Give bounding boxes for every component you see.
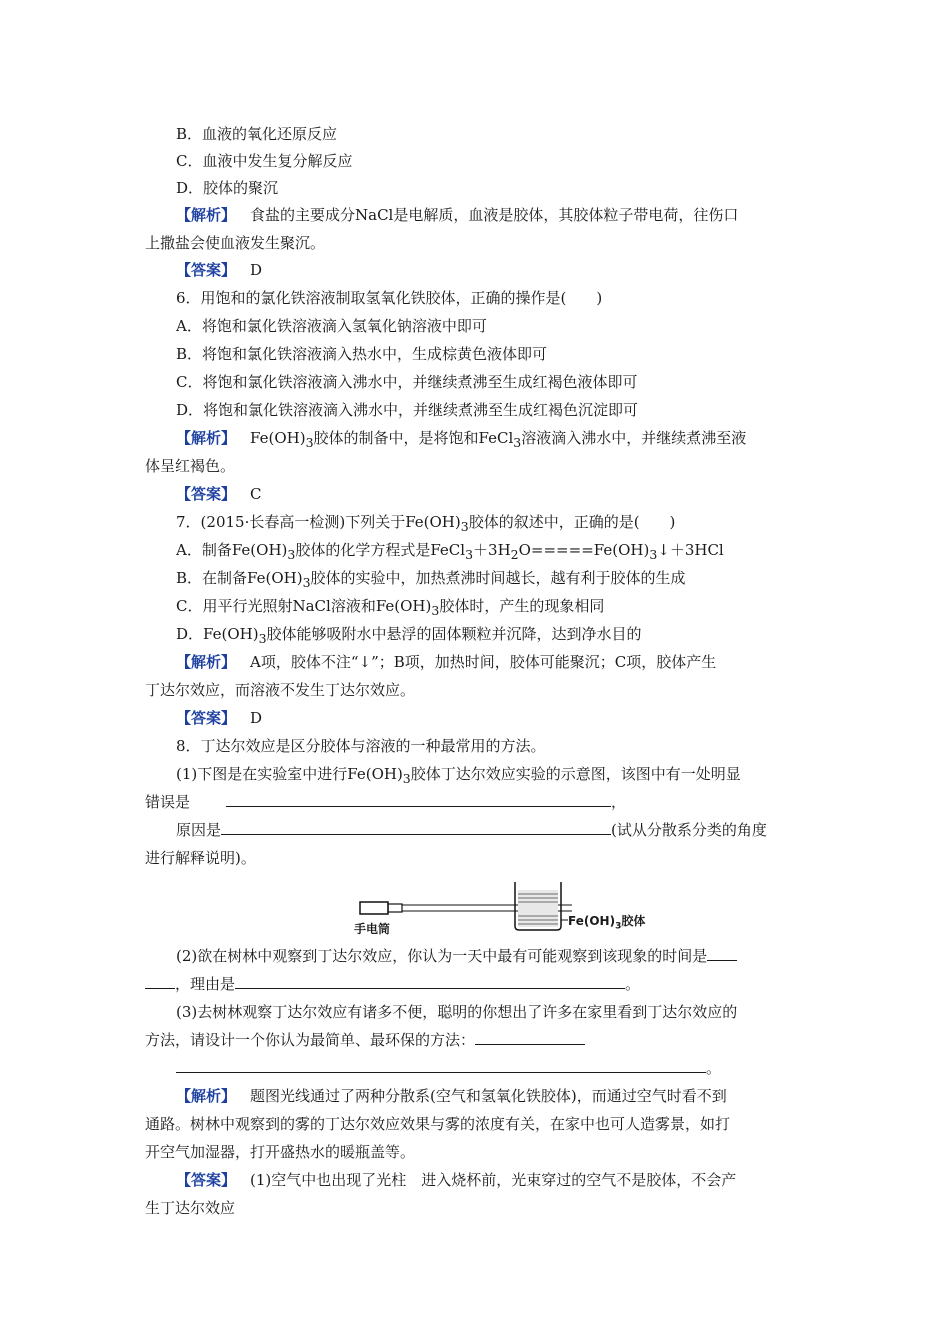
subscript: 3 <box>305 435 314 450</box>
q6-stem: 6．用饱和的氯化铁溶液制取氢氧化铁胶体，正确的操作是( ) <box>176 289 603 307</box>
part-text: 胶体丁达尔效应实验的示意图，该图中有一处明显 <box>410 765 741 783</box>
part-text: 。 <box>706 1059 722 1077</box>
q8-part1 <box>176 764 741 789</box>
q8-part2-cont <box>145 974 640 994</box>
q5-option-c: C．血液中发生复分解反应 <box>176 152 353 170</box>
tyndall-diagram <box>352 876 652 936</box>
part-text: 方法，请设计一个你认为最简单、最环保的方法： <box>145 1031 476 1049</box>
option-text: 胶体的化学方程式是FeCl <box>295 541 466 559</box>
part-text: (1)下图是在实验室中进行Fe(OH) <box>176 765 403 783</box>
q8-analysis <box>176 1086 727 1106</box>
subscript: 3 <box>402 771 411 786</box>
q8-analysis-cont: 通路。树林中观察到的雾的丁达尔效应效果与雾的浓度有关，在家中也可人造雾景，如打 <box>145 1115 731 1133</box>
q6-option-b: B．将饱和氯化铁溶液滴入热水中，生成棕黄色液体即可 <box>176 345 548 363</box>
analysis-tag: 【解析】 <box>176 206 237 224</box>
q8-reason-cont: 进行解释说明)。 <box>145 849 256 867</box>
subscript: 3 <box>649 547 658 562</box>
q8-part3-cont <box>145 1030 585 1050</box>
answer-value: C <box>250 485 262 503</box>
q7-stem <box>176 512 675 537</box>
answer-blank[interactable] <box>145 974 175 989</box>
q6-option-a: A．将饱和氯化铁溶液滴入氢氧化钠溶液中即可 <box>176 317 487 335</box>
answer-value: (1)空气中也出现了光柱 进入烧杯前，光束穿过的空气不是胶体，不会产 <box>250 1171 737 1189</box>
answer-tag: 【答案】 <box>176 485 237 503</box>
analysis-tag: 【解析】 <box>176 1087 237 1105</box>
answer-blank[interactable] <box>707 946 737 961</box>
q8-part2 <box>176 946 737 966</box>
answer-value: D <box>250 261 263 279</box>
subscript: 3 <box>513 435 522 450</box>
part-text: (试从分散系分类的角度 <box>611 821 767 839</box>
q8-answer <box>176 1170 736 1190</box>
answer-blank[interactable] <box>226 792 611 807</box>
option-text: ↓＋3HCl <box>657 541 724 559</box>
subscript: 3 <box>287 547 296 562</box>
subscript: 3 <box>302 575 311 590</box>
q7-option-c <box>176 596 604 621</box>
flashlight-neck <box>388 904 402 912</box>
subscript: 3 <box>465 547 474 562</box>
q8-reason <box>176 820 767 840</box>
q8-part3: (3)去树林观察丁达尔效应有诸多不便，聪明的你想出了许多在家里看到丁达尔效应的 <box>176 1003 738 1021</box>
colloid-label: $Fe(OH)_3$胶体 <box>568 914 646 932</box>
q6-analysis <box>176 428 746 453</box>
stem-text: 7．(2015·长春高一检测)下列关于Fe(OH) <box>176 513 461 531</box>
option-text: 胶体能够吸附水中悬浮的固体颗粒并沉降，达到净水目的 <box>266 625 642 643</box>
q8-part1-cont <box>145 792 626 812</box>
q7-answer <box>176 708 262 728</box>
subscript: 3 <box>460 519 469 534</box>
subscript: 3 <box>431 603 440 618</box>
answer-blank[interactable] <box>235 974 625 989</box>
answer-blank[interactable] <box>176 1058 706 1073</box>
analysis-text: 食盐的主要成分NaCl是电解质，血液是胶体，其胶体粒子带电荷，往伤口 <box>250 206 739 224</box>
analysis-text: 胶体的制备中，是将饱和FeCl <box>313 429 514 447</box>
q7-analysis <box>176 652 716 672</box>
q5-option-d: D．胶体的聚沉 <box>176 179 279 197</box>
part-text: ， <box>611 793 627 811</box>
part-text: ，理由是 <box>175 975 236 993</box>
option-text: ＋3H <box>473 541 511 559</box>
q5-answer <box>176 260 262 280</box>
q5-option-b: B．血液的氧化还原反应 <box>176 125 338 143</box>
analysis-text: A项，胶体不注“↓”；B项，加热时间，胶体可能聚沉；C项，胶体产生 <box>250 653 717 671</box>
q6-answer <box>176 484 262 504</box>
part-text: (2)欲在树林中观察到丁达尔效应，你认为一天中最有可能观察到该现象的时间是 <box>176 947 708 965</box>
answer-blank[interactable] <box>221 820 611 835</box>
answer-tag: 【答案】 <box>176 1171 237 1189</box>
q6-option-d: D．将饱和氯化铁溶液滴入沸水中，并继续煮沸至生成红褐色沉淀即可 <box>176 401 639 419</box>
flashlight-label: 手电筒 <box>354 922 391 936</box>
option-text: A．制备Fe(OH) <box>176 541 288 559</box>
q7-option-b <box>176 568 686 593</box>
analysis-tag: 【解析】 <box>176 653 237 671</box>
q6-analysis-cont: 体呈红褐色。 <box>145 457 236 475</box>
answer-value: D <box>250 709 263 727</box>
q5-analysis-cont: 上撒盐会使血液发生聚沉。 <box>145 234 326 252</box>
part-text: 。 <box>625 975 641 993</box>
option-text: O=====Fe(OH) <box>518 541 650 559</box>
q7-option-d <box>176 624 642 649</box>
q8-part3-blank <box>176 1058 721 1078</box>
option-text: D．Fe(OH) <box>176 625 259 643</box>
q8-stem: 8．丁达尔效应是区分胶体与溶液的一种最常用的方法。 <box>176 737 546 755</box>
part-text: 原因是 <box>176 821 222 839</box>
analysis-tag: 【解析】 <box>176 429 237 447</box>
option-text: B．在制备Fe(OH) <box>176 569 303 587</box>
part-text: 错误是 <box>145 793 191 811</box>
q8-analysis-cont: 开空气加湿器，打开盛热水的暖瓶盖等。 <box>145 1143 416 1161</box>
colloid-liquid <box>518 890 558 927</box>
answer-tag: 【答案】 <box>176 261 237 279</box>
flashlight-head <box>360 902 388 914</box>
analysis-text: 溶液滴入沸水中，并继续煮沸至液 <box>521 429 747 447</box>
answer-blank[interactable] <box>475 1030 585 1045</box>
subscript: 3 <box>258 631 267 646</box>
option-text: 胶体的实验中，加热煮沸时间越长，越有利于胶体的生成 <box>310 569 686 587</box>
q7-option-a: A．制备$Fe(OH)_3$胶体的化学方程式是$FeCl_3+3H_2O=====Fe(OH)_3↓+3HCl$ <box>176 541 724 562</box>
q6-option-c: C．将饱和氯化铁溶液滴入沸水中，并继续煮沸至生成红褐色液体即可 <box>176 373 638 391</box>
q8-answer-cont: 生丁达尔效应 <box>145 1199 236 1217</box>
q7-analysis-cont: 丁达尔效应，而溶液不发生丁达尔效应。 <box>145 681 416 699</box>
stem-text: 胶体的叙述中，正确的是( ) <box>468 513 676 531</box>
option-text: 胶体时，产生的现象相同 <box>439 597 605 615</box>
answer-tag: 【答案】 <box>176 709 237 727</box>
analysis-text: 题图光线通过了两种分散系(空气和氢氧化铁胶体)，而通过空气时看不到 <box>250 1087 727 1105</box>
analysis-text: Fe(OH) <box>250 429 306 447</box>
option-text: C．用平行光照射NaCl溶液和Fe(OH) <box>176 597 432 615</box>
q5-analysis <box>176 205 738 225</box>
